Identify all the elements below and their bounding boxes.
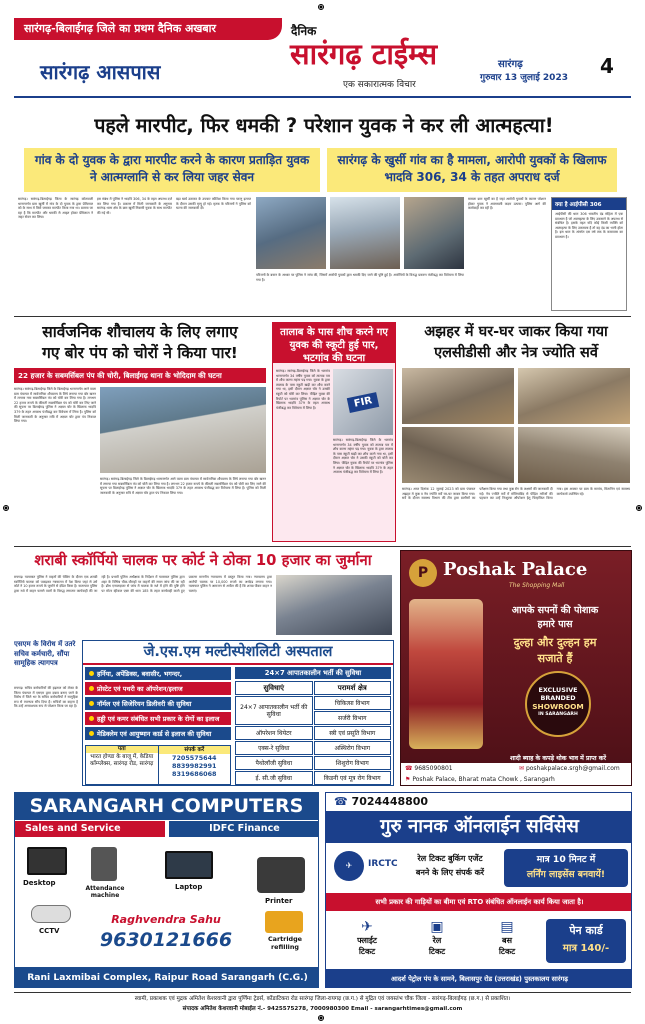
poshak-couple-photo (409, 599, 483, 749)
hospital-address-head: पता (86, 746, 158, 753)
hospital-bullet-4-text: हड्डी एवं कमर संबंधित सभी प्रकार के रोगों का इलाज (97, 715, 220, 723)
computers-item-6: Cartridge refilling (267, 935, 303, 951)
gurunanak-title: गुरु नानक ऑनलाईन सर्विसेस (326, 811, 632, 843)
insurance-line: सभी प्रकार की गाड़ियों का बीमा एवं RTO संबंधित ऑनलाईन कार्य किया जाता है। (326, 893, 632, 911)
edition-city: सारंगढ़ (498, 59, 523, 70)
drunk-body: रायगढ़। यातायात पुलिस ने वाहनों की चेकिंग के दौरान एक शराबी स्कॉर्पियो चालक को पकड़कर न्यायालय में पेश किया जहां से उसे कोर्ट ने 10 हजार रूपये के जुर्माने से दंडित किया है। यातायात पुलिस द्वारा नशे में वाहन चलाने वालों के विरुद्ध लगातार कार्यवाही की जा रही है। प्रभारी पुलिस अधीक्षक के निर्देशन में यातायात पुलिस द्वारा शहर के विभिन्न चौक-चौराहों पर वाहनों की सघन जांच की जा रही है। ब्रीथ एनालाइजर से जांच में चालक के नशे में होने की पुष्टि होने पर मोटर व्हीकल एक्ट की धारा 185 के तहत कार्यवाही करते हुए प्रकरण माननीय न्यायालय में प्रस्तुत किया गया। न्यायालय द्वारा आरोपी चालक पर 10,000 रूपये का अर्थदंड लगाया गया। यातायात पुलिस ने आमजन से अपील की है कि शराब पीकर वाहन न चलाएं। (14, 575, 272, 593)
hospital-col2-item: सर्जरी विभाग (314, 711, 392, 725)
eye-body: सारंगढ़। आज दिनांक 12 जुलाई 2023 को ग्राम पंचायत अझहर मे कुष्ठ व नेत्र ज्योति सर्वे घर-घर जाकर किया गया। सर्वे के दौरान स्वास्थ्य विभाग की टीम द्वारा ग्रामीणों का परीक्षण किया गया तथा कुष्ठ रोग के लक्षणों की जानकारी दी गई। नेत्र ज्योति सर्वे में मोतियाबिंद से पीड़ित मरीजों की पहचान कर उन्हें निःशुल्क ऑपरेशन हेतु चिन्हांकित किया गया। इस अवसर पर ग्राम के सरपंच, मितानिन एवं स्वास्थ्य कार्यकर्ता उपस्थित रहे। (402, 487, 630, 501)
laptop-icon (165, 851, 213, 879)
train-icon: ▣ (430, 919, 444, 935)
edition-date: गुरुवार 13 जुलाई 2023 (480, 73, 568, 83)
attendance-icon (91, 847, 117, 881)
irctc-text-2: बनने के लिए संपर्क करें (415, 868, 485, 877)
poshak-showroom-badge (525, 671, 591, 737)
eye-photo-4 (518, 427, 630, 483)
flight-label-1: फ्लाईट (357, 936, 377, 945)
boss-body: रायगढ़। सचिव कर्मचारियों की हड़ताल को लेकर के जिला पंचायत में एसएम द्वारा दबाव बनाए जाने के विरोध में जिले भर के सचिव कर्मचारियों ने सामूहिक रूप से त्यागपत्र सौंप दिया है। सचिवों का कहना है कि उन्हें अनावश्यक रूप से परेशान किया जा रहा है। (14, 686, 78, 709)
gurunanak-ad (325, 792, 632, 988)
computers-phone: 9630121666 (99, 929, 233, 951)
lead-sub-right (327, 148, 617, 192)
hospital-col2-item: चिकित्सा विभाग (314, 696, 392, 710)
tagline-bar (14, 18, 282, 40)
hospital-bullet-3 (85, 697, 231, 710)
hospital-bullet-3-text: नॉर्मल एवं सिजेरियन डिलीवरी की सुविधा (97, 700, 192, 708)
hospital-bullets (85, 667, 231, 742)
hospital-col1-head: सुविधाएं (235, 681, 313, 695)
hospital-phone-head: संपर्क करें (159, 746, 231, 754)
hospital-ad (82, 640, 394, 786)
hospital-col2-head: परामर्श क्षेत्र (314, 681, 392, 695)
hospital-address-block (86, 746, 159, 784)
hospital-bullet-1 (85, 667, 231, 680)
computers-item-2: Attendance machine (85, 885, 125, 899)
lead-sub-left-text: गांव के दो युवक के द्वारा मारपीट करने के कारण प्रताड़ित युवक ने आत्मग्लानि से कर लिया जहर सेवन (34, 153, 310, 184)
drunk-headline: शराबी स्कॉर्पियो चालक पर कोर्ट ने ठोका 10 हजार का जुर्माना (34, 552, 372, 569)
poshak-line-1: आपके सपनों की पोशाक (511, 605, 599, 616)
gurunanak-phone-row (334, 795, 428, 808)
pond-box (272, 322, 396, 542)
pan-box (546, 919, 626, 963)
lead-col-4 (256, 273, 464, 311)
toilet-bar (14, 368, 266, 383)
poshak-line-2: हमारे पास (537, 619, 573, 630)
hospital-col1-item: पैथोलॉजी सुविधा (235, 756, 313, 770)
hospital-phone-block (159, 746, 231, 784)
poshak-email-row (519, 765, 620, 772)
page-number: 4 (600, 54, 614, 78)
printer-icon (257, 857, 305, 893)
poshak-phone: 9685090801 (414, 765, 453, 772)
eye-photo-3 (402, 427, 514, 483)
hospital-col2-item: स्त्री एवं प्रसूति विभाग (314, 726, 392, 740)
registration-mark-icon (318, 1015, 324, 1021)
hospital-phone-3: 8319686068 (172, 770, 217, 778)
rail-label-1: रेल (432, 936, 442, 945)
footer-rule (14, 992, 631, 993)
registration-mark-icon (636, 505, 642, 511)
eye-headline-1: अझहर में घर-घर जाकर किया गया (424, 324, 608, 340)
masthead-rule (14, 96, 631, 98)
hospital-bullet-2 (85, 682, 231, 695)
poshak-ad (400, 550, 632, 786)
rail-ticket (406, 919, 468, 959)
lead-col-1 (18, 197, 93, 311)
poshak-badge-1: EXCLUSIVE (538, 686, 578, 694)
eye-photo-1 (402, 368, 514, 424)
desktop-icon (27, 847, 67, 875)
imprint-line-2: संपादक अमितेश केशरवानी मोबाईल नं.- 9425575278, 7000980300 Email - sarangarhtimes@gmail.com (182, 1006, 463, 1012)
poshak-phone-row (405, 765, 453, 772)
eye-photo-2 (518, 368, 630, 424)
lead-para-4: परिजनों के बयान के आधार पर पुलिस ने जांच की, जिसमें आरोपी युवकों द्वारा धमकी दिए जाने की पुष्टि हुई है। आरोपियों के विरुद्ध प्रकरण पंजीबद्ध कर विवेचना में लिया गया है। (256, 273, 464, 282)
lead-para-2: इस संबंध में पुलिस ने भादवि 306, 34 के तहत अपराध दर्ज कर लिया गया है। प्रकरण में मिली जानकारी के अनुसार सारंगढ़ थाना क्षेत्र के ग्राम खुर्सी निवासी युवक के साथ मारपीट की गई थी। (97, 197, 172, 215)
hospital-address: भारत होण्डा के बाजू में, केडिया कॉम्प्लेक्स, सारंगढ़ रोड, सारंगढ़ (90, 754, 154, 767)
lead-headline: पहले मारपीट, फिर धमकी ? परेशान युवक ने कर ली आत्महत्या! (94, 114, 554, 137)
computers-item-1: Desktop (23, 879, 56, 887)
irctc-text-1: रेल टिकट बुकिंग एजेंट (417, 854, 483, 863)
computers-address: Rani Laxmibai Complex, Raipur Road Sarangarh (C.G.) (15, 967, 319, 988)
bus-ticket (476, 919, 538, 959)
lead-para-1: सारंगढ़। सारंगढ़-बिलाईगढ़ जिला के सारंगढ़ कोतवाली थानान्तर्गत ग्राम खुर्सी में गांव के दो युवक के द्वारा प्रेमिलाल को के साथ मे किये जमकर मारपीट किया गया था। बताया जा रहा है कि मारपीट और धमकी से आहत होकर प्रेमिलाल ने जहर सेवन कर लिया। (18, 197, 93, 220)
lead-sub-right-text: सारंगढ़ के खुर्सी गांव का है मामला, आरोपी युवकों के खिलाफ भादवि 306, 34 के तहत अपराध दर्ज (337, 153, 607, 184)
computers-right-tag: IDFC Finance (169, 821, 319, 837)
lead-photo-2 (330, 197, 400, 269)
toilet-body-2: सारंगढ़। सारंगढ़-बिलाईगढ़ जिले के बिलाईगढ़ थानान्तर्गत आने वाला ग्राम पंचायत में सार्वजनिक शौचालय के लिये लगाया गया बोर खनन में लगाया गया सबमर्सिबल पंप को चोरी कर लिया गया है। लगभग 22 हजार रूपये के कीमती सबमर्सिबल पंप को चोरी कर लिए जाने की सूचना पर बिलाईगढ़ पुलिस ने अज्ञात चोर के खिलाफ भादवि 379 के तहत अपराध पंजीबद्ध कर विवेचना में लिया है। पुलिस को मिली जानकारी के अनुसार रात्रि में अज्ञात चोर द्वारा पंप निकाल लिया गया। (100, 477, 266, 495)
hospital-emergency: 24×7 आपातकालीन भर्ती की सुविधा (235, 667, 391, 679)
computers-ad (14, 792, 319, 988)
poshak-line-4: सजाते हैं (537, 652, 573, 665)
toilet-headline-2: गए बोर पंप को चोरों ने किया पार! (42, 344, 238, 362)
toilet-bar-text: 22 हजार के सबमर्सिबल पंप की चोरी, बिलाईगढ़ थाना के भोदिदाम की घटना (18, 371, 222, 380)
bus-label-2: टिकट (498, 947, 516, 956)
toilet-body: सारंगढ़। सारंगढ़-बिलाईगढ़ जिले के बिलाईगढ़ थानान्तर्गत आने वाला ग्राम पंचायत में सार्वजनिक शौचालय के लिये लगाया गया बोर खनन में लगाया गया सबमर्सिबल पंप को चोरी कर लिया गया है। लगभग 22 हजार रूपये के कीमती सबमर्सिबल पंप को चोरी कर लिए जाने की सूचना पर बिलाईगढ़ पुलिस ने अज्ञात चोर के खिलाफ भादवि 379 के तहत अपराध पंजीबद्ध कर विवेचना में लिया है। पुलिस को मिली जानकारी के अनुसार रात्रि में अज्ञात चोर द्वारा पंप निकाल लिया गया। (14, 387, 96, 424)
paper-prefix: दैनिक (291, 24, 317, 38)
poshak-badge-3: SHOWROOM (532, 702, 584, 711)
poshak-brand: Poshak Palace (443, 559, 588, 580)
boss-headline: एसएम के विरोध में उतरे सचिव कर्मचारी, सौंपा सामूहिक त्यागपत्र (14, 640, 76, 667)
pond-photo (333, 369, 393, 435)
hospital-col1-item: एक्स-रे सुविधा (235, 741, 313, 755)
eye-headline-2: एलसीडीसी और नेत्र ज्योति सर्वे (434, 345, 598, 361)
poshak-email: poshakpalace.srgh@gmail.com (525, 765, 620, 772)
bullet-dot-icon (89, 716, 94, 721)
cartridge-icon (265, 911, 303, 933)
registration-mark-icon (3, 505, 9, 511)
lead-col-5 (468, 197, 546, 311)
phone-icon: ☎ (334, 795, 348, 808)
lead-col-2 (97, 197, 172, 311)
bullet-dot-icon (89, 701, 94, 706)
hospital-col1-item: ई. सी.जी सुविधा (235, 771, 313, 785)
hospital-col2-item: किडनी एवं मूत्र रोग विभाग (314, 771, 392, 785)
hospital-contact (85, 745, 231, 785)
poshak-badge-4: IN SARANGARH (538, 712, 578, 717)
pan-label-2: मात्र 140/- (562, 943, 610, 954)
fir-badge: FIR (347, 392, 380, 413)
flight-icon: ✈ (361, 919, 373, 935)
ipc-sidebar-text: आईपीसी की धारा 306 भारतीय दंड संहिता में एक प्रावधान है जो आत्महत्या के लिए उकसाने के अपराध से संबंधित है। इसके तहत यदि कोई किसी व्यक्ति को आत्महत्या के लिए उकसाता है तो वह दंड का भागी होता है। इस धारा के अंतर्गत दस वर्ष तक के कारावास का प्रावधान है। (555, 212, 623, 239)
poshak-sub: The Shopping Mall (509, 582, 565, 589)
toilet-photo (100, 387, 266, 473)
lead-col-3 (176, 197, 251, 311)
phone-icon: ☎ (405, 765, 413, 772)
bullet-dot-icon (89, 686, 94, 691)
location-icon: ⚑ (405, 776, 411, 783)
drunk-photo (276, 575, 392, 635)
email-icon: ✉ (519, 765, 525, 772)
hospital-col1-item: ऑपरेशन थियेटर (235, 726, 313, 740)
registration-mark-icon (318, 4, 324, 10)
pond-body: सारंगढ़। सारंगढ़-बिलाईगढ़ जिले के भटगांव थानान्तर्गत 34 वर्षीय युवक को तालाब पार में शौच करना महंगा पड़ गया। युवक के द्वारा तालाब के पास स्कूटी खड़ी कर शौच करने गया था, इसी दौरान अज्ञात चोर ने उसकी स्कूटी को चोरी कर लिया। पीड़ित युवक की रिपोर्ट पर भटगांव पुलिस ने अज्ञात चोर के खिलाफ भादवि 379 के तहत अपराध पंजीबद्ध कर विवेचना में लिया है। (276, 369, 330, 410)
license-line-2: लर्निंग लाइसेंस बनवायें! (526, 869, 606, 880)
rail-label-2: टिकट (428, 947, 446, 956)
computers-left-tag: Sales and Service (15, 821, 165, 837)
pan-label-1: पेन कार्ड (569, 924, 603, 937)
computers-item-4: Printer (265, 897, 293, 905)
irctc-logo-icon: ✈ (334, 851, 364, 881)
lead-para-3: बड़ा खर्च उठाकर के उपचार कोशिश किया गया परन्तु इलाज के दौरान उसकी मृत्यु हो गई। मृतक के परिजनों ने पुलिस को घटना की जानकारी दी। (176, 197, 251, 211)
hospital-col2-item: शिशुरोग विभाग (314, 756, 392, 770)
hospital-bullet-5 (85, 727, 231, 740)
hospital-bullet-5-text: मेडिक्लेम एवं आयुष्मान कार्ड से इलाज की सुविधा (97, 730, 212, 738)
bullet-dot-icon (89, 671, 94, 676)
lead-photo-3 (404, 197, 464, 269)
hospital-grid (235, 681, 391, 785)
hospital-bullet-2-text: प्रोस्टेट एवं पथरी का ऑपरेशन/इलाज (97, 685, 183, 693)
poshak-footer: शादी ब्याह के कपड़े थोक भाव में प्राप्त करें (509, 755, 607, 762)
tagline: सारंगढ़-बिलाईगढ़ जिले का प्रथम दैनिक अखबार (24, 22, 217, 35)
hospital-bullet-4 (85, 712, 231, 725)
paper-name: सारंगढ़ टाईम्स (290, 37, 438, 71)
bus-icon: ▤ (500, 919, 514, 935)
lead-photo-1 (256, 197, 326, 269)
poshak-badge-2: BRANDED (540, 694, 576, 702)
lead-para-5: मामला ग्राम खुर्सी का है जहां आरोपी युवकों के कारण परेशान होकर युवक ने आत्मघाती कदम उठाया। पुलिस आगे की कार्यवाही कर रही है। (468, 197, 546, 211)
hospital-col2-item: अस्थिरोग विभाग (314, 741, 392, 755)
computers-item-5: Laptop (175, 883, 203, 891)
hospital-title: जे.एस.एम मल्टीस्पेशलिटी अस्पताल (83, 641, 393, 665)
bus-label-1: बस (502, 936, 512, 945)
computers-owner: Raghvendra Sahu (111, 913, 221, 926)
poshak-address: Poshak Palace, Bharat mata Chowk , Sarangarh (412, 776, 555, 783)
lead-rule (14, 316, 631, 317)
bullet-dot-icon (89, 731, 94, 736)
hospital-phone-1: 7205575644 (172, 754, 217, 762)
pond-body-2: सारंगढ़। सारंगढ़-बिलाईगढ़ जिले के भटगांव थानान्तर्गत 34 वर्षीय युवक को तालाब पार में शौच करना महंगा पड़ गया। युवक के द्वारा तालाब के पास स्कूटी खड़ी कर शौच करने गया था, इसी दौरान अज्ञात चोर ने उसकी स्कूटी को चोरी कर लिया। पीड़ित युवक की रिपोर्ट पर भटगांव पुलिस ने अज्ञात चोर के खिलाफ भादवि 379 के तहत अपराध पंजीबद्ध कर विवेचना में लिया है। (333, 438, 393, 475)
drunk-rule (14, 546, 631, 547)
gurunanak-phone: 7024448800 (351, 795, 429, 808)
gurunanak-address: आदर्श पेट्रोल पंप के सामने, बिलासपुर रोड (उत्तराखंड) पुस्तकालय सारंगढ़ (326, 969, 632, 988)
license-line-1: मात्र 10 मिनट में (536, 854, 596, 865)
hospital-phone-2: 8839982991 (172, 762, 217, 770)
irctc-label: IRCTC (368, 859, 398, 869)
pond-headline: तालाब के पास शौच करने गए युवक की स्कूटी हुई पार, भटगांव की घटना (273, 323, 395, 363)
section-title: सारंगढ़ आसपास (40, 60, 161, 84)
toilet-headline-1: सार्वजनिक शौचालय के लिए लगाए (42, 323, 238, 341)
imprint-line-1: स्वामी, प्रकाशक एवं मुद्रक अमितेश केशरवानी द्वारा पूर्णिमा ट्रेडर्स, कोंडाटिकरा रोड सारंगढ़ जिला-रायगढ़ (छ.ग.) से मुद्रित एवं जयस्तंभ चौक जिला - सारंगढ़-बिलाईगढ़ (छ.ग.) से प्रकाशित। (134, 996, 511, 1002)
hospital-col1-item: 24×7 आपातकालीन भर्ती की सुविधा (235, 696, 313, 725)
lead-sub-left (24, 148, 320, 192)
computers-item-3: CCTV (39, 927, 60, 935)
paper-motto: एक सकारात्मक विचार (343, 80, 416, 90)
hospital-bullet-1-text: हर्निया, अपेंडिक्स, बवासीर, भगन्दर, (97, 670, 183, 678)
ipc-sidebar-title: क्या है आईपीसी 306 (552, 198, 626, 210)
license-box (504, 849, 628, 887)
flight-ticket (336, 919, 398, 959)
ipc-sidebar (551, 197, 627, 311)
cctv-icon (31, 905, 71, 923)
poshak-contact-bar (401, 763, 632, 786)
poshak-logo-icon: P (409, 559, 437, 587)
flight-label-2: टिकट (358, 947, 376, 956)
poshak-line-3: दुल्हा और दुल्हन हम (513, 636, 597, 649)
poshak-address-row (405, 776, 555, 783)
computers-name: SARANGARH COMPUTERS (15, 793, 318, 820)
